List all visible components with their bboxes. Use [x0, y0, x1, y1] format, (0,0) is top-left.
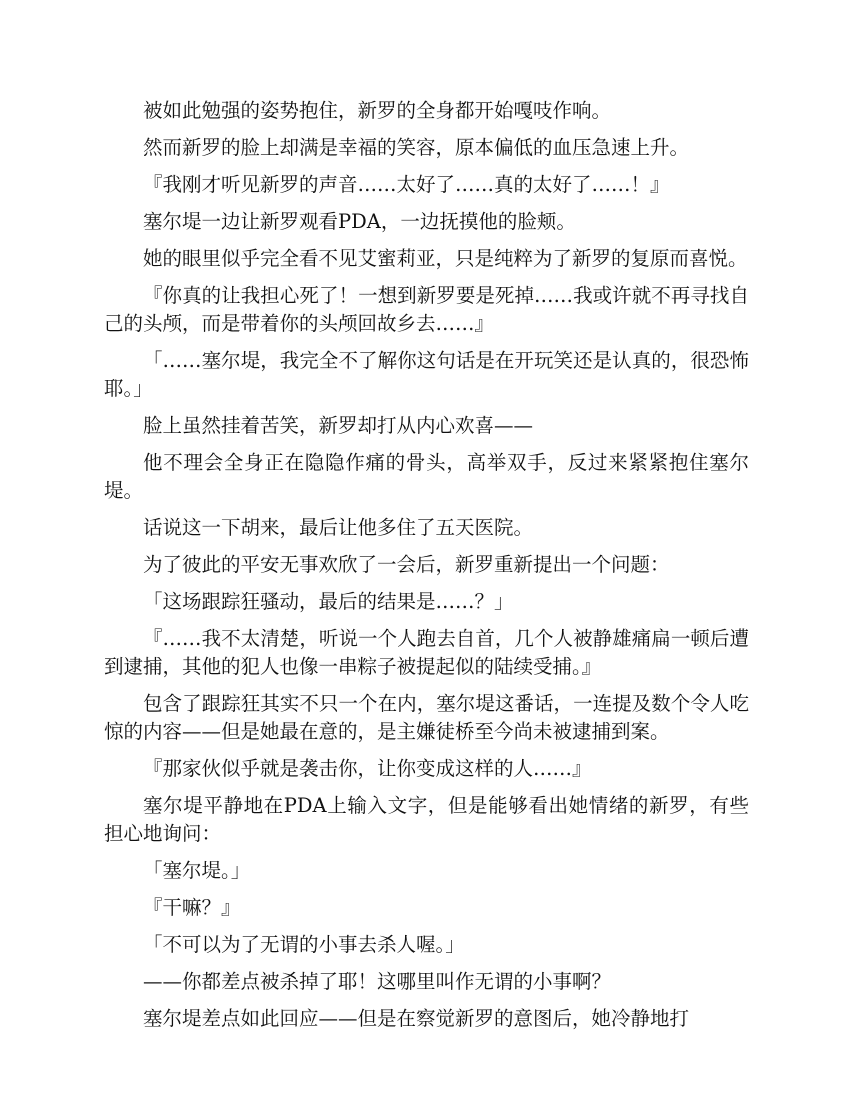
paragraph: 「……塞尔堤，我完全不了解你这句话是在开玩笑还是认真的，很恐怖耶。」: [104, 349, 749, 400]
paragraph: 「不可以为了无谓的小事去杀人喔。」: [143, 933, 465, 956]
body-text: [104, 97, 749, 1042]
paragraph: 包含了跟踪狂其实不只一个在内，塞尔堤这番话，一连提及数个令人吃惊的内容——但是她最在意的，是主嫌徒桥至今尚未被逮捕到案。: [104, 692, 749, 743]
paragraph: 塞尔堤一边让新罗观看PDA，一边抚摸他的脸颊。: [143, 210, 576, 233]
paragraph: 然而新罗的脸上却满是幸福的笑容，原本偏低的血压急速上升。: [143, 136, 690, 159]
paragraph: 「塞尔堤。」: [143, 859, 251, 882]
paragraph: 『你真的让我担心死了！一想到新罗要是死掉……我或许就不再寻找自己的头颅，而是带着你的头颅回故乡去……』: [104, 284, 749, 335]
paragraph: 被如此勉强的姿势抱住，新罗的全身都开始嘎吱作响。: [143, 99, 612, 122]
paragraph: 『……我不太清楚，听说一个人跑去自首，几个人被静雄痛扁一顿后遭到逮捕，其他的犯人也像一串粽子被提起似的陆续受捕。』: [104, 627, 749, 678]
paragraph: 他不理会全身正在隐隐作痛的骨头，高举双手，反过来紧紧抱住塞尔堤。: [104, 451, 749, 502]
paragraph: 『那家伙似乎就是袭击你，让你变成这样的人……』: [143, 757, 592, 780]
paragraph: ——你都差点被杀掉了耶！这哪里叫作无谓的小事啊？: [143, 970, 612, 993]
paragraph: 『我刚才听见新罗的声音……太好了……真的太好了……！』: [143, 173, 670, 196]
paragraph: 话说这一下胡来，最后让他多住了五天医院。: [143, 516, 534, 539]
paragraph: 『干嘛？』: [143, 896, 241, 919]
paragraph: 她的眼里似乎完全看不见艾蜜莉亚，只是纯粹为了新罗的复原而喜悦。: [143, 247, 748, 270]
paragraph: 塞尔堤平静地在PDA上输入文字，但是能够看出她情绪的新罗，有些担心地询问：: [104, 794, 749, 845]
paragraph: 为了彼此的平安无事欢欣了一会后，新罗重新提出一个问题：: [143, 553, 670, 576]
paragraph: 「这场跟踪狂骚动，最后的结果是……？」: [143, 590, 514, 613]
paragraph: 脸上虽然挂着苦笑，新罗却打从内心欢喜——: [143, 414, 534, 437]
paragraph: 塞尔堤差点如此回应——但是在察觉新罗的意图后，她冷静地打: [143, 1007, 690, 1030]
